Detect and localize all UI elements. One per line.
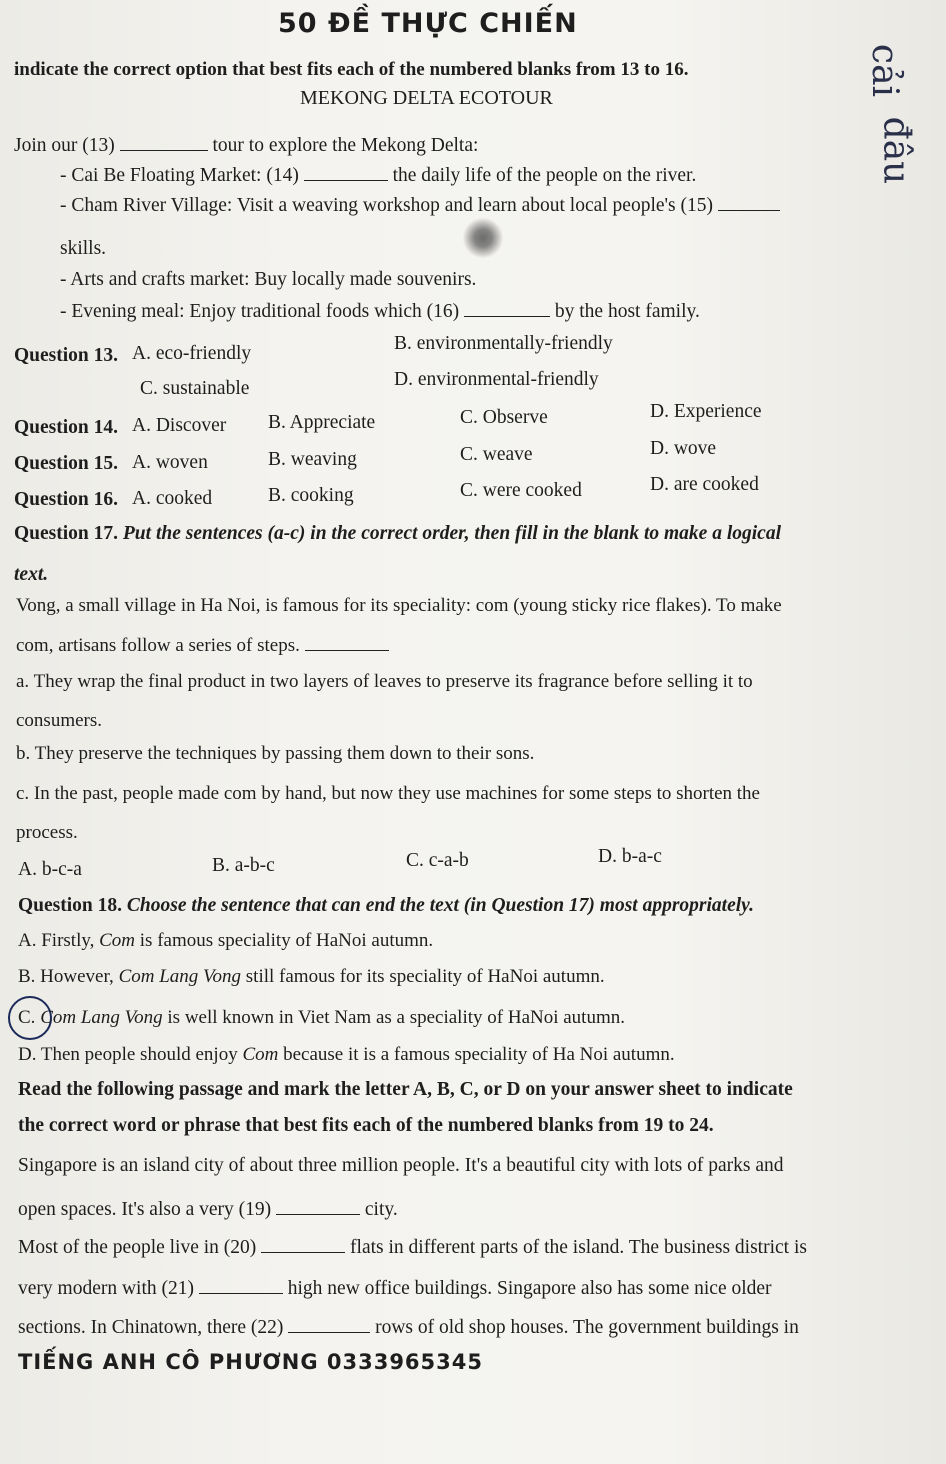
section2-instruction-cont: the correct word or phrase that best fits each of the numbered blanks from 19 to 24.	[18, 1115, 714, 1136]
q16-option-b[interactable]: B. cooking	[268, 485, 354, 506]
text: by the host family.	[554, 301, 700, 322]
blank-19	[276, 1198, 360, 1215]
text: is famous speciality of HaNoi autumn.	[135, 930, 434, 951]
handwritten-note: đâu	[875, 116, 917, 185]
passage-line-20	[18, 1236, 807, 1260]
q15-option-b[interactable]: B. weaving	[268, 449, 357, 470]
q17-instruction: Put the sentences (a-c) in the correct order, then fill in the blank to make a logical	[122, 523, 781, 544]
q17-blank	[305, 634, 389, 651]
text: is well known in Viet Nam as a speciality of HaNoi autumn.	[162, 1007, 625, 1028]
q14-label: Question 14.	[14, 417, 119, 438]
q18-label: Question 18.	[18, 895, 123, 916]
text: Most of the people live in (20)	[18, 1237, 257, 1258]
text: A. Firstly,	[18, 930, 100, 951]
text: the daily life of the people on the river.	[392, 165, 697, 186]
q18-option-a[interactable]	[18, 929, 433, 953]
q15-option-d[interactable]: D. wove	[650, 438, 717, 459]
q17-option-d[interactable]: D. b-a-c	[598, 846, 662, 867]
text: city.	[364, 1199, 398, 1220]
q17-prompt	[14, 522, 781, 546]
ad-line-16	[60, 300, 700, 324]
blank-13	[120, 134, 208, 151]
q17-sentence-c: c. In the past, people made com by hand, but now they use machines for some steps to shorten the	[16, 783, 760, 804]
q14-option-c[interactable]: C. Observe	[460, 407, 548, 428]
q17-sentence-a: a. They wrap the final product in two layers of leaves to preserve its fragrance before selling it to	[16, 671, 753, 692]
q15-option-c[interactable]: C. weave	[460, 444, 533, 465]
text: - Evening meal: Enjoy traditional foods which (16)	[60, 301, 460, 322]
handwritten-note: cải	[864, 43, 906, 98]
text: D. Then people should enjoy	[18, 1044, 243, 1065]
text: com, artisans follow a series of steps.	[16, 635, 300, 656]
ad-line-arts: - Arts and crafts market: Buy locally made souvenirs.	[60, 269, 477, 290]
ad-line-14	[60, 164, 696, 188]
text: open spaces. It's also a very (19)	[18, 1199, 272, 1220]
ad-line-13	[14, 134, 478, 158]
blank-15	[718, 194, 780, 211]
q16-option-d[interactable]: D. are cooked	[650, 474, 759, 495]
passage-line-21	[18, 1277, 772, 1301]
text: high new office buildings. Singapore also has some nice older	[287, 1278, 772, 1299]
blank-21	[199, 1277, 283, 1294]
q13-option-a[interactable]: A. eco-friendly	[132, 343, 252, 364]
text: C.	[18, 1007, 41, 1028]
q17-text: Vong, a small village in Ha Noi, is famous for its speciality: com (young sticky rice flakes). To make	[16, 595, 782, 616]
q17-text-cont	[16, 634, 389, 658]
q17-option-c[interactable]: C. c-a-b	[406, 850, 469, 871]
q17-sentence-a-cont: consumers.	[16, 710, 103, 731]
q18-option-d[interactable]	[18, 1043, 675, 1067]
q18-option-c[interactable]	[18, 1006, 625, 1030]
passage-line-19	[18, 1198, 398, 1222]
footer-watermark: TIẾNG ANH CÔ PHƯƠNG 0333965345	[18, 1350, 483, 1374]
q16-option-c[interactable]: C. were cooked	[460, 480, 582, 501]
text: tour to explore the Mekong Delta:	[212, 135, 479, 156]
text: Com	[99, 930, 136, 951]
text: - Cham River Village: Visit a weaving workshop and learn about local people's (15)	[60, 195, 714, 216]
ad-line-15b: skills.	[60, 238, 107, 259]
blank-14	[304, 164, 388, 181]
q13-option-c[interactable]: C. sustainable	[140, 378, 250, 399]
q17-option-b[interactable]: B. a-b-c	[212, 855, 275, 876]
q13-label: Question 13.	[14, 345, 119, 366]
text: rows of old shop houses. The government buildings in	[375, 1317, 799, 1338]
q18-prompt	[18, 894, 754, 918]
blank-22	[288, 1316, 370, 1333]
text: - Cai Be Floating Market: (14)	[60, 165, 299, 186]
q17-instruction-cont: text.	[14, 564, 49, 585]
q14-option-b[interactable]: B. Appreciate	[268, 412, 376, 433]
text: Join our (13)	[14, 135, 115, 156]
q15-option-a[interactable]: A. woven	[132, 452, 208, 473]
page-title: 50 ĐỀ THỰC CHIẾN	[278, 8, 578, 39]
q16-label: Question 16.	[14, 489, 119, 510]
section2-instruction: Read the following passage and mark the letter A, B, C, or D on your answer sheet to indicate	[18, 1079, 793, 1100]
q14-option-d[interactable]: D. Experience	[650, 401, 762, 422]
q18-instruction: Choose the sentence that can end the text (in Question 17) most appropriately.	[126, 895, 754, 916]
ink-smudge	[462, 218, 504, 258]
q13-option-b[interactable]: B. environmentally-friendly	[394, 333, 613, 354]
q18-option-b[interactable]	[18, 965, 605, 989]
q15-label: Question 15.	[14, 453, 119, 474]
text: Com Lang Vong	[118, 966, 242, 987]
text: because it is a famous speciality of Ha Noi autumn.	[278, 1044, 675, 1065]
q14-option-a[interactable]: A. Discover	[132, 415, 227, 436]
passage-line-22	[18, 1316, 799, 1340]
text: flats in different parts of the island. The business district is	[350, 1237, 807, 1258]
ad-title: MEKONG DELTA ECOTOUR	[300, 87, 553, 109]
blank-20	[261, 1236, 345, 1253]
text: Com Lang Vong	[40, 1007, 163, 1028]
q13-option-d[interactable]: D. environmental-friendly	[394, 369, 599, 390]
text: B. However,	[18, 966, 119, 987]
ad-line-15	[60, 194, 780, 218]
q17-option-a[interactable]: A. b-c-a	[18, 859, 82, 880]
text: Com	[242, 1044, 279, 1065]
q17-label: Question 17.	[14, 523, 119, 544]
q16-option-a[interactable]: A. cooked	[132, 488, 213, 509]
passage-line: Singapore is an island city of about three million people. It's a beautiful city with lots of parks and	[18, 1155, 784, 1176]
q17-sentence-b: b. They preserve the techniques by passing them down to their sons.	[16, 743, 535, 764]
text: sections. In Chinatown, there (22)	[18, 1317, 284, 1338]
blank-16	[464, 300, 550, 317]
section1-instruction: indicate the correct option that best fits each of the numbered blanks from 13 to 16.	[14, 59, 689, 80]
text: very modern with (21)	[18, 1278, 194, 1299]
q17-sentence-c-cont: process.	[16, 822, 78, 843]
text: still famous for its speciality of HaNoi autumn.	[241, 966, 605, 987]
